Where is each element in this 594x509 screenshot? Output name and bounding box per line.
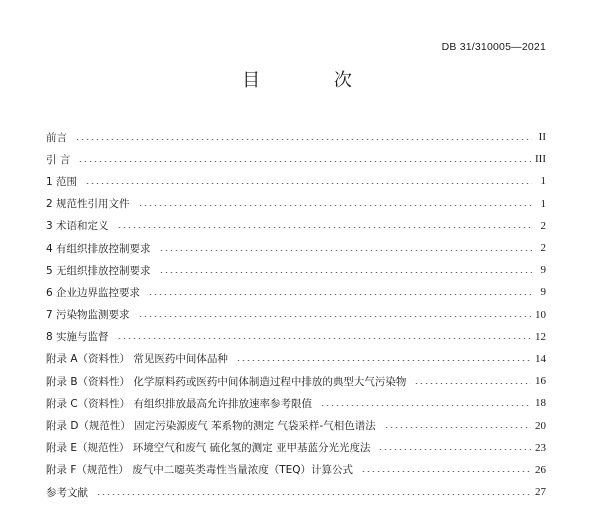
toc-entry-label: 附录 A（资料性） 常见医药中间体品种 [46,353,228,366]
dot-leader [236,360,531,361]
toc-entry-label: 4 有组织排放控制要求 [46,242,151,255]
toc-entry-section-3[interactable] [46,215,546,237]
toc-entry-page: 9 [540,264,546,277]
dot-leader [75,139,532,140]
toc-entry-page: 1 [540,175,546,188]
toc-entry-page: 2 [540,219,546,232]
toc-entry-label: 附录 F（规范性） 废气中二噁英类毒性当量浓度（TEQ）计算公式 [46,464,354,477]
toc-entry-label: 7 污染物监测要求 [46,309,130,322]
toc-entry-label: 1 范围 [46,175,78,188]
dot-leader [138,316,531,317]
toc-entry-label: 引 言 [46,153,71,166]
toc-entry-page: II [538,131,546,144]
dot-leader [148,294,532,295]
toc-entry-page: 2 [540,242,546,255]
toc-entry-label: 5 无组织排放控制要求 [46,264,151,277]
toc-entry-label: 附录 D（规范性） 固定污染源废气 苯系物的测定 气袋采样-气相色谱法 [46,420,376,433]
toc-entry-label: 参考文献 [46,486,88,499]
toc-entry-appendix-a[interactable] [46,348,546,370]
toc-entry-page: 12 [535,330,546,343]
toc-entry-label: 前言 [46,131,67,144]
toc-entry-label: 2 规范性引用文件 [46,198,130,211]
dot-leader [78,161,531,162]
toc-entry-page: 23 [535,441,546,454]
dot-leader [85,183,532,184]
dot-leader [96,494,531,495]
toc-entry-label: 附录 B（资料性） 化学原料药或医药中间体制造过程中排放的典型大气污染物 [46,375,407,388]
toc-entry-section-4[interactable] [46,237,546,259]
document-number: DB 31/310005—2021 [441,41,546,53]
toc-entry-label: 附录 C（资料性） 有组织排放最高允许排放速率参考限值 [46,397,313,410]
toc-entry-section-2[interactable] [46,193,546,215]
toc-entry-page: 16 [535,375,546,388]
toc-entry-label: 3 术语和定义 [46,220,109,233]
toc-entry-appendix-f[interactable] [46,459,546,481]
page-title: 目 次 [242,70,386,91]
toc-entry-page: 9 [540,286,546,299]
toc-entry-section-1[interactable] [46,170,546,192]
toc-entry-section-5[interactable] [46,259,546,281]
toc-entry-page: 26 [535,463,546,476]
dot-leader [138,205,532,206]
toc-entry-page: 27 [535,486,546,499]
dot-leader [384,427,531,428]
toc-entry-introduction[interactable] [46,148,546,170]
toc-entry-appendix-e[interactable] [46,437,546,459]
toc-entry-page: 14 [535,352,546,365]
toc-entry-label: 8 实施与监督 [46,331,109,344]
toc-entry-page: III [535,153,546,166]
toc-entry-appendix-c[interactable] [46,392,546,414]
dot-leader [159,250,532,251]
toc-entry-foreword[interactable] [46,126,546,148]
toc-entry-appendix-b[interactable] [46,370,546,392]
table-of-contents [46,126,546,503]
toc-entry-page: 18 [535,397,546,410]
dot-leader [361,471,531,472]
dot-leader [117,227,532,228]
dot-leader [414,383,531,384]
toc-entry-section-7[interactable] [46,304,546,326]
dot-leader [159,272,532,273]
toc-entry-label: 6 企业边界监控要求 [46,286,141,299]
dot-leader [378,449,531,450]
toc-entry-page: 10 [535,308,546,321]
dot-leader [320,405,531,406]
toc-entry-section-8[interactable] [46,326,546,348]
toc-entry-section-6[interactable] [46,281,546,303]
toc-entry-appendix-d[interactable] [46,414,546,436]
toc-entry-page: 1 [540,197,546,210]
toc-entry-label: 附录 E（规范性） 环境空气和废气 硫化氢的测定 亚甲基蓝分光光度法 [46,442,371,455]
toc-entry-references[interactable] [46,481,546,503]
toc-entry-page: 20 [535,419,546,432]
dot-leader [117,338,531,339]
